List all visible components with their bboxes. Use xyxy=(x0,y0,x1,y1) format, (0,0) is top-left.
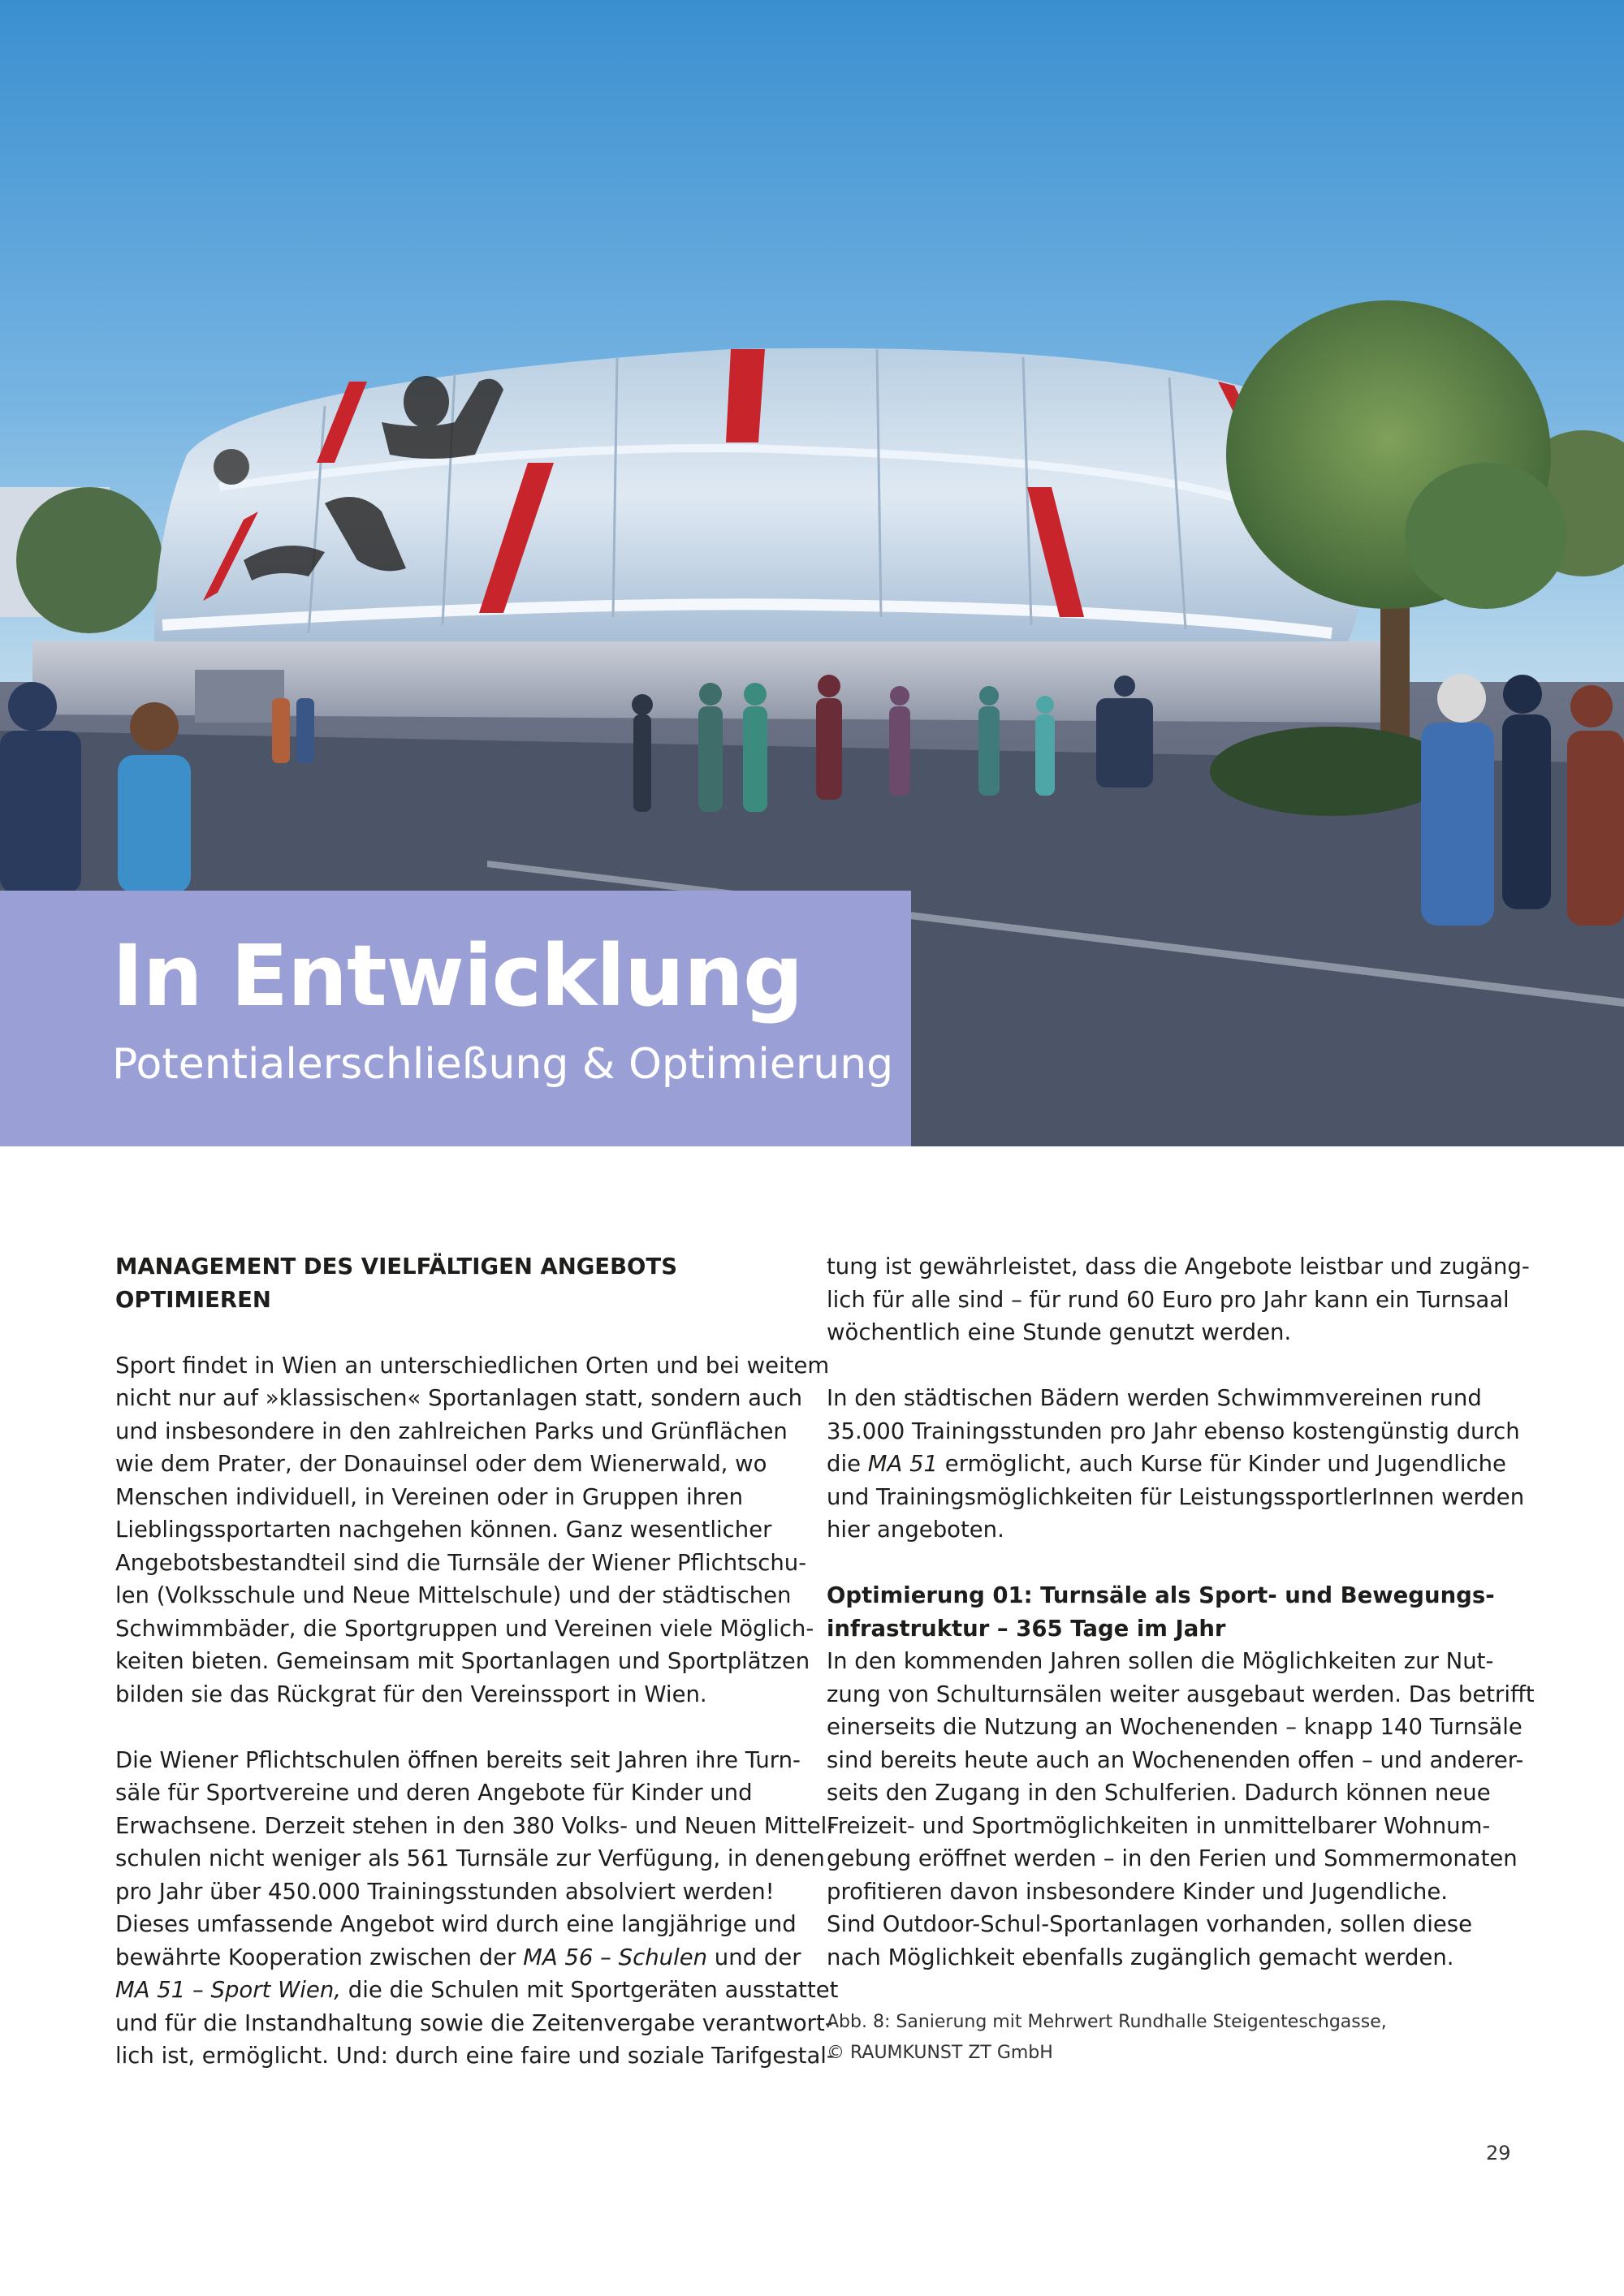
text-line xyxy=(827,1448,1541,1481)
text-line: und für die Instandhaltung sowie die Zeitenvergabe verantwort- xyxy=(115,2009,833,2036)
text-line: 35.000 Trainingsstunden pro Jahr ebenso kostengünstig durch xyxy=(827,1418,1520,1444)
text-line: profitieren davon insbesondere Kinder und Jugendliche. xyxy=(827,1878,1448,1905)
paragraph xyxy=(115,1349,830,1711)
text-line: Freizeit- und Sportmöglichkeiten in unmittelbarer Wohnum- xyxy=(827,1812,1491,1839)
text-line: Die Wiener Pflichtschulen öffnen bereits seit Jahren ihre Turn- xyxy=(115,1746,801,1773)
text-line: Menschen individuell, in Vereinen oder in Gruppen ihren xyxy=(115,1483,744,1510)
text-line: Angebotsbestandteil sind die Turnsäle der Wiener Pflichtschu- xyxy=(115,1549,807,1576)
caption-credit: © RAUMKUNST ZT GmbH xyxy=(827,2043,1053,2063)
text-line: Sport findet in Wien an unterschiedlichen Orten und bei weitem xyxy=(115,1352,830,1379)
text-line: lich für alle sind – für rund 60 Euro pro Jahr kann ein Turnsaal xyxy=(827,1286,1510,1313)
text-line: und Trainingsmöglichkeiten für LeistungssportlerInnen werden xyxy=(827,1483,1525,1510)
background-tree-left xyxy=(16,487,162,633)
text-run-italic: MA 51 – Sport Wien, xyxy=(115,1977,341,2003)
text-line: bilden sie das Rückgrat für den Vereinssport in Wien. xyxy=(115,1681,707,1707)
text-line: Erwachsene. Derzeit stehen in den 380 Volks- und Neuen Mittel- xyxy=(115,1812,836,1839)
text-line: wie dem Prater, der Donauinsel oder dem Wienerwald, wo xyxy=(115,1451,767,1477)
heading-line: MANAGEMENT DES VIELFÄLTIGEN ANGEBOTS xyxy=(115,1254,677,1280)
text-line: hier angeboten. xyxy=(827,1517,1004,1543)
text-line: len (Volksschule und Neue Mittelschule) und der städtischen xyxy=(115,1582,792,1608)
text-run: bewährte Kooperation zwischen der xyxy=(115,1944,524,1970)
left-text-column xyxy=(115,1250,839,2073)
text-line: zung von Schulturnsälen weiter ausgebaut werden. Das betrifft xyxy=(827,1681,1535,1707)
text-line xyxy=(115,1974,839,2007)
text-line: Sind Outdoor-Schul-Sportanlagen vorhanden, sollen diese xyxy=(827,1911,1473,1937)
hedge xyxy=(1210,727,1453,816)
text-run: und der xyxy=(707,1944,801,1970)
text-line: Schwimmbäder, die Sportgruppen und Vereinen viele Möglich- xyxy=(115,1615,814,1642)
figure-caption xyxy=(827,2007,1387,2069)
heading-line: infrastruktur – 365 Tage im Jahr xyxy=(827,1615,1226,1642)
text-line: lich ist, ermöglicht. Und: durch eine faire und soziale Tarifgestal- xyxy=(115,2043,835,2069)
text-run-italic: MA 51 xyxy=(867,1451,939,1477)
section-heading xyxy=(115,1250,830,1316)
text-line: und insbesondere in den zahlreichen Parks und Grünflächen xyxy=(115,1418,788,1444)
page-subtitle: Potentialerschließung & Optimierung xyxy=(112,1040,894,1089)
page-number: 29 xyxy=(1486,2142,1511,2164)
paragraph xyxy=(115,1744,839,2073)
text-line: säle für Sportvereine und deren Angebote für Kinder und xyxy=(115,1780,753,1806)
caption-line: Abb. 8: Sanierung mit Mehrwert Rundhalle Steigenteschgasse, xyxy=(827,2012,1387,2032)
text-line: Dieses umfassende Angebot wird durch eine langjährige und xyxy=(115,1911,797,1937)
heading-line: Optimierung 01: Turnsäle als Sport- und Bewegungs- xyxy=(827,1582,1495,1608)
section-heading xyxy=(827,1579,1541,1645)
text-line: pro Jahr über 450.000 Trainingsstunden absolviert werden! xyxy=(115,1878,775,1905)
text-line xyxy=(115,1941,830,1974)
paragraph xyxy=(827,1645,1541,1974)
text-line: nicht nur auf »klassischen« Sportanlagen statt, sondern auch xyxy=(115,1385,803,1411)
page-title: In Entwicklung xyxy=(112,926,803,1025)
text-run-italic: MA 56 – Schulen xyxy=(523,1944,708,1970)
paragraph xyxy=(827,1250,1541,1349)
text-line: einerseits die Nutzung an Wochenenden – knapp 140 Turnsäle xyxy=(827,1714,1522,1740)
text-line: gebung eröffnet werden – in den Ferien und Sommermonaten xyxy=(827,1845,1518,1871)
text-line: In den städtischen Bädern werden Schwimmvereinen rund xyxy=(827,1385,1482,1411)
text-line: schulen nicht weniger als 561 Turnsäle zur Verfügung, in denen xyxy=(115,1845,825,1871)
text-line: tung ist gewährleistet, dass die Angebote leistbar und zugäng- xyxy=(827,1254,1530,1280)
text-run: ermöglicht, auch Kurse für Kinder und Jugendliche xyxy=(938,1451,1506,1477)
text-line: keiten bieten. Gemeinsam mit Sportanlagen und Sportplätzen xyxy=(115,1648,810,1674)
heading-line: OPTIMIEREN xyxy=(115,1286,271,1313)
wall-opening xyxy=(195,670,284,723)
text-line: nach Möglichkeit ebenfalls zugänglich gemacht werden. xyxy=(827,1944,1454,1970)
text-line: Lieblingssportarten nachgehen können. Ganz wesentlicher xyxy=(115,1517,772,1543)
text-line: In den kommenden Jahren sollen die Möglichkeiten zur Nut- xyxy=(827,1648,1494,1674)
tree-canopy-side xyxy=(1405,463,1567,609)
text-run: die xyxy=(827,1451,868,1477)
paragraph xyxy=(827,1382,1541,1547)
text-run: die die Schulen mit Sportgeräten ausstattet xyxy=(341,1977,839,2003)
right-text-column xyxy=(827,1250,1541,1974)
text-line: seits den Zugang in den Schulferien. Dadurch können neue xyxy=(827,1780,1491,1806)
text-line: wöchentlich eine Stunde genutzt werden. xyxy=(827,1319,1292,1345)
text-line: sind bereits heute auch an Wochenenden offen – und anderer- xyxy=(827,1746,1524,1773)
